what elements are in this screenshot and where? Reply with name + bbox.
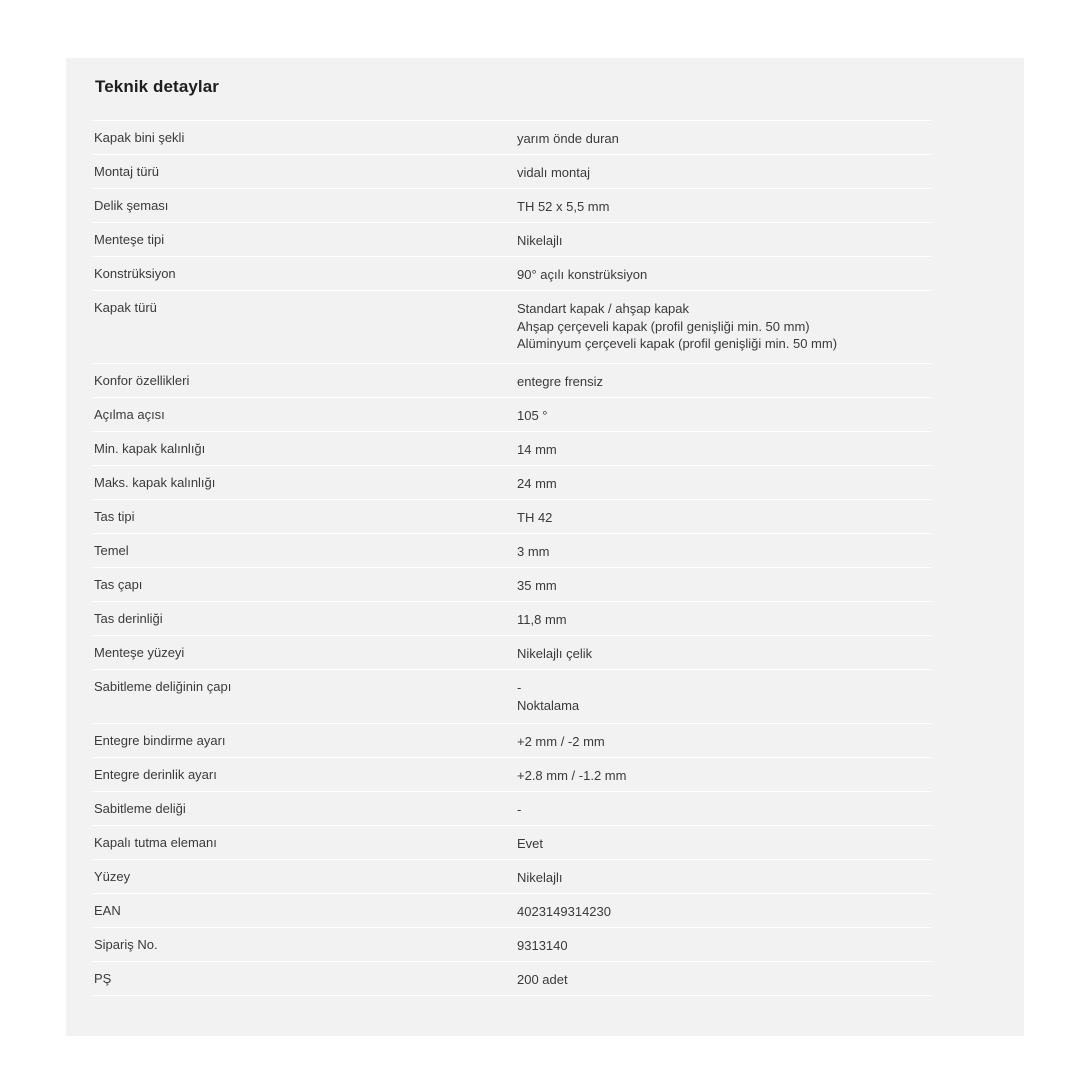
spec-label: Menteşe tipi <box>94 232 165 247</box>
spec-label: Min. kapak kalınlığı <box>94 441 206 456</box>
spec-value-line: yarım önde duran <box>517 131 619 146</box>
spec-value-line: 11,8 mm <box>517 612 567 627</box>
spec-label: Kapak türü <box>94 300 157 315</box>
spec-value <box>517 568 931 601</box>
spec-label: Yüzey <box>94 869 131 884</box>
spec-value <box>517 398 931 431</box>
technical-details-panel <box>66 58 1024 1036</box>
spec-label: EAN <box>94 903 121 918</box>
spec-row <box>93 223 931 257</box>
spec-row <box>93 894 931 928</box>
spec-label: PŞ <box>94 971 112 986</box>
spec-value <box>517 432 931 465</box>
spec-value-line: TH 52 x 5,5 mm <box>517 199 610 214</box>
spec-value <box>517 670 931 723</box>
spec-label: Tas derinliği <box>94 611 163 626</box>
spec-row <box>93 466 931 500</box>
spec-value <box>517 189 931 222</box>
spec-row <box>93 724 931 758</box>
spec-value-line: 3 mm <box>517 544 550 559</box>
spec-label: Delik şeması <box>94 198 169 213</box>
spec-label: Temel <box>94 543 129 558</box>
spec-value-line: +2.8 mm / -1.2 mm <box>517 768 627 783</box>
spec-value-line: vidalı montaj <box>517 165 590 180</box>
spec-value <box>517 826 931 859</box>
section-title: Teknik detaylar <box>95 77 220 96</box>
spec-value-line: Standart kapak / ahşap kapak <box>517 301 690 316</box>
spec-label: Tas tipi <box>94 509 135 524</box>
spec-row <box>93 398 931 432</box>
spec-row <box>93 826 931 860</box>
spec-row <box>93 670 931 724</box>
spec-value-line: 90° açılı konstrüksiyon <box>517 267 648 282</box>
spec-value-line: Ahşap çerçeveli kapak (profil genişliği min. 50 mm) <box>517 318 810 334</box>
spec-value-line: Evet <box>517 836 544 851</box>
spec-value-line: Alüminyum çerçeveli kapak (profil genişliği min. 50 mm) <box>517 336 838 351</box>
spec-label: Kapalı tutma elemanı <box>94 835 217 850</box>
spec-value <box>517 291 931 363</box>
spec-value-line: 105 ° <box>517 408 548 423</box>
spec-row <box>93 257 931 291</box>
spec-value-line: 14 mm <box>517 442 557 457</box>
spec-row <box>93 500 931 534</box>
spec-value-line: 9313140 <box>517 938 568 953</box>
spec-table <box>93 120 931 996</box>
spec-value-line: +2 mm / -2 mm <box>517 734 605 749</box>
spec-row <box>93 602 931 636</box>
spec-row <box>93 364 931 398</box>
spec-label: Montaj türü <box>94 164 160 179</box>
spec-label: Kapak bini şekli <box>94 130 185 145</box>
spec-row <box>93 121 931 155</box>
spec-value <box>517 602 931 635</box>
spec-value-line: TH 42 <box>517 510 553 525</box>
spec-label: Tas çapı <box>94 577 143 592</box>
spec-label: Sabitleme deliği <box>94 801 186 816</box>
spec-row <box>93 432 931 466</box>
spec-value-line: 35 mm <box>517 578 557 593</box>
spec-row <box>93 860 931 894</box>
spec-value <box>517 860 931 893</box>
spec-value <box>517 466 931 499</box>
spec-label: Konfor özellikleri <box>94 373 190 388</box>
spec-value-line: 4023149314230 <box>517 904 611 919</box>
spec-row <box>93 155 931 189</box>
spec-value <box>517 155 931 188</box>
spec-value-line: - <box>517 680 522 695</box>
spec-value-line: Nikelajlı <box>517 870 563 885</box>
spec-row <box>93 291 931 364</box>
spec-label: Açılma açısı <box>94 407 165 422</box>
spec-row <box>93 962 931 996</box>
spec-value <box>517 364 931 397</box>
spec-value-line: Noktalama <box>517 697 580 713</box>
spec-row <box>93 534 931 568</box>
spec-label: Sabitleme deliğinin çapı <box>94 679 232 694</box>
spec-value <box>517 724 931 757</box>
spec-value-line: - <box>517 802 522 817</box>
spec-value-line: 200 adet <box>517 972 568 987</box>
spec-value <box>517 894 931 927</box>
spec-label: Maks. kapak kalınlığı <box>94 475 216 490</box>
spec-value <box>517 928 931 961</box>
spec-value-line: entegre frensiz <box>517 374 603 389</box>
spec-label: Menteşe yüzeyi <box>94 645 185 660</box>
spec-value <box>517 792 931 825</box>
spec-value <box>517 257 931 290</box>
spec-value <box>517 223 931 256</box>
spec-label: Entegre bindirme ayarı <box>94 733 226 748</box>
spec-value-line: 24 mm <box>517 476 557 491</box>
spec-label: Entegre derinlik ayarı <box>94 767 217 782</box>
spec-value <box>517 534 931 567</box>
spec-value-line: Nikelajlı <box>517 233 563 248</box>
spec-row <box>93 928 931 962</box>
spec-row <box>93 636 931 670</box>
spec-value <box>517 121 931 154</box>
spec-value <box>517 500 931 533</box>
spec-label: Sipariş No. <box>94 937 158 952</box>
spec-value <box>517 758 931 791</box>
spec-row <box>93 568 931 602</box>
spec-row <box>93 189 931 223</box>
spec-value <box>517 962 931 995</box>
spec-value-line: Nikelajlı çelik <box>517 646 593 661</box>
spec-row <box>93 758 931 792</box>
spec-row <box>93 792 931 826</box>
spec-value <box>517 636 931 669</box>
spec-label: Konstrüksiyon <box>94 266 176 281</box>
